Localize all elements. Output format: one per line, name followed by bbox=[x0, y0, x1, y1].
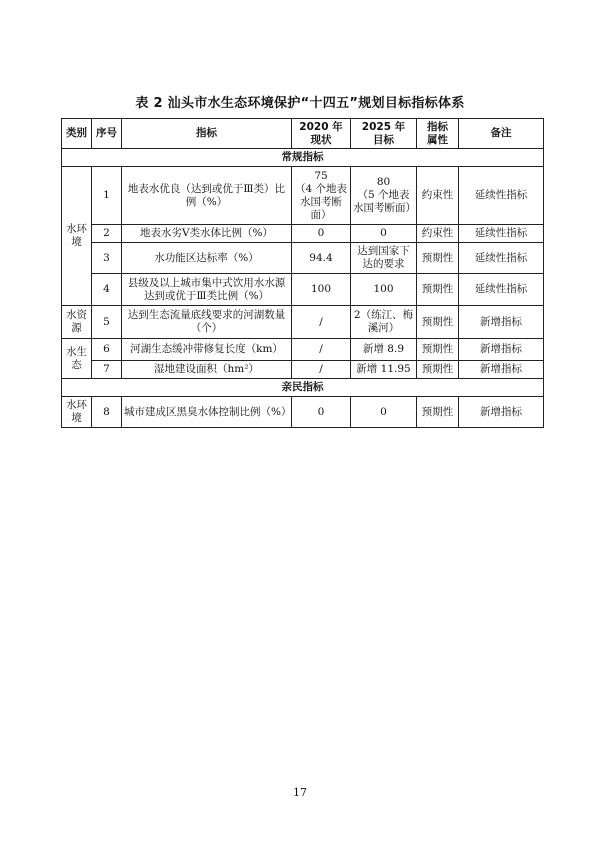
header-2025: 2025 年 目标 bbox=[351, 119, 417, 149]
table-row bbox=[62, 243, 544, 274]
table-title: 表 2 汕头市水生态环境保护“十四五”规划目标指标体系 bbox=[135, 96, 465, 111]
table-row bbox=[62, 306, 544, 339]
seq-cell: 5 bbox=[92, 306, 122, 339]
value-2020-cell: / bbox=[292, 339, 351, 361]
value-2025-cell: 2（练江、梅溪河） bbox=[351, 306, 417, 339]
note-cell: 延续性指标 bbox=[459, 225, 544, 243]
note-cell: 延续性指标 bbox=[459, 274, 544, 306]
indicator-cell: 水功能区达标率（%） bbox=[122, 243, 292, 274]
attr-cell: 预期性 bbox=[417, 274, 459, 306]
category-cell: 水资 源 bbox=[62, 306, 92, 339]
header-indicator: 指标 bbox=[122, 119, 292, 149]
value-2025-cell: 新增 8.9 bbox=[351, 339, 417, 361]
note-cell: 延续性指标 bbox=[459, 167, 544, 225]
note-cell: 延续性指标 bbox=[459, 243, 544, 274]
value-2025-cell: 新增 11.95 bbox=[351, 361, 417, 379]
value-2025-cell: 达到国家下达的要求 bbox=[351, 243, 417, 274]
seq-cell: 1 bbox=[92, 167, 122, 225]
table-row bbox=[62, 339, 544, 361]
attr-cell: 约束性 bbox=[417, 167, 459, 225]
category-cell: 水生 态 bbox=[62, 339, 92, 379]
value-2025-cell: 0 bbox=[351, 397, 417, 428]
note-cell: 新增指标 bbox=[459, 339, 544, 361]
seq-cell: 4 bbox=[92, 274, 122, 306]
seq-cell: 6 bbox=[92, 339, 122, 361]
indicator-cell: 地表水劣Ⅴ类水体比例（%） bbox=[122, 225, 292, 243]
note-cell: 新增指标 bbox=[459, 397, 544, 428]
table-header-row bbox=[62, 119, 544, 149]
attr-cell: 约束性 bbox=[417, 225, 459, 243]
note-cell: 新增指标 bbox=[459, 306, 544, 339]
seq-cell: 2 bbox=[92, 225, 122, 243]
indicator-cell: 城市建成区黑臭水体控制比例（%） bbox=[122, 397, 292, 428]
section-row-people bbox=[62, 379, 544, 397]
value-2020-cell: 94.4 bbox=[292, 243, 351, 274]
table-row bbox=[62, 274, 544, 306]
header-note: 备注 bbox=[459, 119, 544, 149]
header-attr: 指标 属性 bbox=[417, 119, 459, 149]
section-label-people: 亲民指标 bbox=[62, 379, 544, 397]
header-category: 类别 bbox=[62, 119, 92, 149]
indicator-cell: 湿地建设面积（hm²） bbox=[122, 361, 292, 379]
value-2020-cell: 0 bbox=[292, 225, 351, 243]
table-row bbox=[62, 225, 544, 243]
value-2025-cell: 0 bbox=[351, 225, 417, 243]
attr-cell: 预期性 bbox=[417, 306, 459, 339]
seq-cell: 3 bbox=[92, 243, 122, 274]
value-2020-cell: 75 （4 个地表水国考断面） bbox=[292, 167, 351, 225]
category-cell: 水环 境 bbox=[62, 397, 92, 428]
indicator-table bbox=[61, 118, 544, 428]
seq-cell: 7 bbox=[92, 361, 122, 379]
attr-cell: 预期性 bbox=[417, 397, 459, 428]
category-cell: 水环 境 bbox=[62, 167, 92, 306]
table-row bbox=[62, 167, 544, 225]
indicator-cell: 达到生态流量底线要求的河湖数量（个） bbox=[122, 306, 292, 339]
value-2025-cell: 80 （5 个地表水国考断面） bbox=[351, 167, 417, 225]
value-2025-cell: 100 bbox=[351, 274, 417, 306]
value-2020-cell: / bbox=[292, 306, 351, 339]
table-row bbox=[62, 361, 544, 379]
section-row-regular bbox=[62, 149, 544, 167]
value-2020-cell: 0 bbox=[292, 397, 351, 428]
note-cell: 新增指标 bbox=[459, 361, 544, 379]
page-number: 17 bbox=[293, 786, 307, 799]
seq-cell: 8 bbox=[92, 397, 122, 428]
indicator-cell: 县级及以上城市集中式饮用水水源达到或优于Ⅲ类比例（%） bbox=[122, 274, 292, 306]
indicator-cell: 地表水优良（达到或优于Ⅲ类）比例（%） bbox=[122, 167, 292, 225]
attr-cell: 预期性 bbox=[417, 361, 459, 379]
attr-cell: 预期性 bbox=[417, 339, 459, 361]
indicator-cell: 河湖生态缓冲带修复长度（km） bbox=[122, 339, 292, 361]
value-2020-cell: 100 bbox=[292, 274, 351, 306]
header-seq: 序号 bbox=[92, 119, 122, 149]
header-2020: 2020 年 现状 bbox=[292, 119, 351, 149]
attr-cell: 预期性 bbox=[417, 243, 459, 274]
table-row bbox=[62, 397, 544, 428]
value-2020-cell: / bbox=[292, 361, 351, 379]
section-label-regular: 常规指标 bbox=[62, 149, 544, 167]
